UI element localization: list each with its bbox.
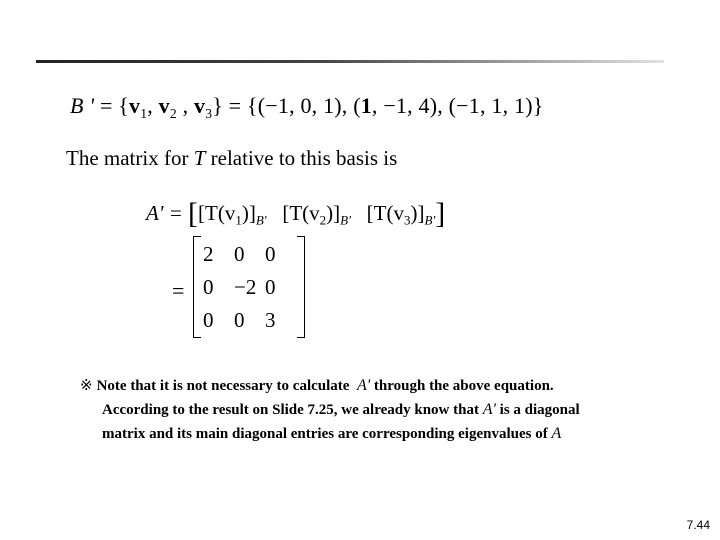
comma: , <box>176 93 194 118</box>
intro-text-end: relative to this basis is <box>205 146 398 170</box>
note-block <box>80 374 580 446</box>
subscript-2: 2 <box>169 105 177 121</box>
matrix-entry: 0 <box>203 275 214 299</box>
matrix-entry: 0 <box>265 242 276 266</box>
note-text: is a diagonal <box>499 402 580 418</box>
basis-subscript: B' <box>255 212 267 228</box>
basis-subscript: B' <box>340 212 351 228</box>
title-divider <box>36 60 664 63</box>
column-2: [T(v <box>282 201 320 225</box>
aprime-lhs: A' = <box>146 201 188 225</box>
matrix-equals: = <box>172 278 185 303</box>
note-line-2 <box>80 398 580 422</box>
open-bracket: [ <box>188 197 198 230</box>
note-variable: A <box>551 425 562 442</box>
subscript: 1 <box>235 212 242 228</box>
column-3: [T(v <box>366 201 404 225</box>
matrix-entry: 3 <box>265 308 276 332</box>
close-bracket: ] <box>435 197 446 230</box>
diagonal-matrix <box>193 236 305 338</box>
bold-one: 1 <box>360 93 372 118</box>
transformation-symbol: T <box>193 146 206 170</box>
matrix-entry: 0 <box>234 308 245 332</box>
intro-text: The matrix for <box>66 146 194 170</box>
basis-equation <box>70 93 543 119</box>
subscript-3: 3 <box>205 105 213 121</box>
note-text: Note that it is not necessary to calculate <box>96 378 350 394</box>
matrix-right-bracket <box>297 236 305 338</box>
matrix-entry: −2 <box>234 275 257 299</box>
column-1: [T(v <box>198 201 236 225</box>
basis-subscript: B' <box>424 212 436 228</box>
matrix-row <box>203 271 296 304</box>
note-line-3 <box>80 422 580 446</box>
matrix-left-bracket <box>193 236 201 338</box>
matrix-row <box>203 304 296 337</box>
basis-equals: = { <box>94 93 130 118</box>
note-variable: A' <box>482 401 496 418</box>
matrix-entry: 2 <box>203 242 214 266</box>
matrix-entry: 0 <box>265 275 276 299</box>
subscript-1: 1 <box>140 105 148 121</box>
matrix-entries <box>203 238 296 337</box>
basis-symbol: B ' <box>70 93 95 118</box>
subscript: 2 <box>319 212 327 228</box>
matrix-entry: 0 <box>234 242 245 266</box>
note-text: through the above equation. <box>373 378 554 394</box>
note-text: According to the result on Slide 7.25, we already know that <box>102 402 479 418</box>
vector-v1: v <box>129 93 141 118</box>
basis-vectors: } = {(−1, 0, 1), ( <box>212 93 361 118</box>
page-number: 7.44 <box>686 518 710 532</box>
intro-sentence <box>66 146 397 171</box>
note-text: matrix and its main diagonal entries are corresponding eigenvalues of <box>102 426 548 442</box>
column-end: )] <box>241 201 256 225</box>
matrix-row <box>203 238 296 271</box>
note-variable: A' <box>356 377 371 394</box>
subscript: 3 <box>403 212 411 228</box>
column-end: )] <box>410 201 425 225</box>
matrix-entry: 0 <box>203 308 214 332</box>
column-end: )] <box>326 201 341 225</box>
reference-mark-icon: ※ <box>80 378 93 394</box>
note-line-1 <box>80 374 580 398</box>
vector-v2: v <box>158 93 170 118</box>
basis-vectors-rest: , −1, 4), (−1, 1, 1)} <box>371 93 544 118</box>
aprime-equation <box>146 197 445 231</box>
vector-v3: v <box>193 93 206 118</box>
comma: , <box>147 93 159 118</box>
